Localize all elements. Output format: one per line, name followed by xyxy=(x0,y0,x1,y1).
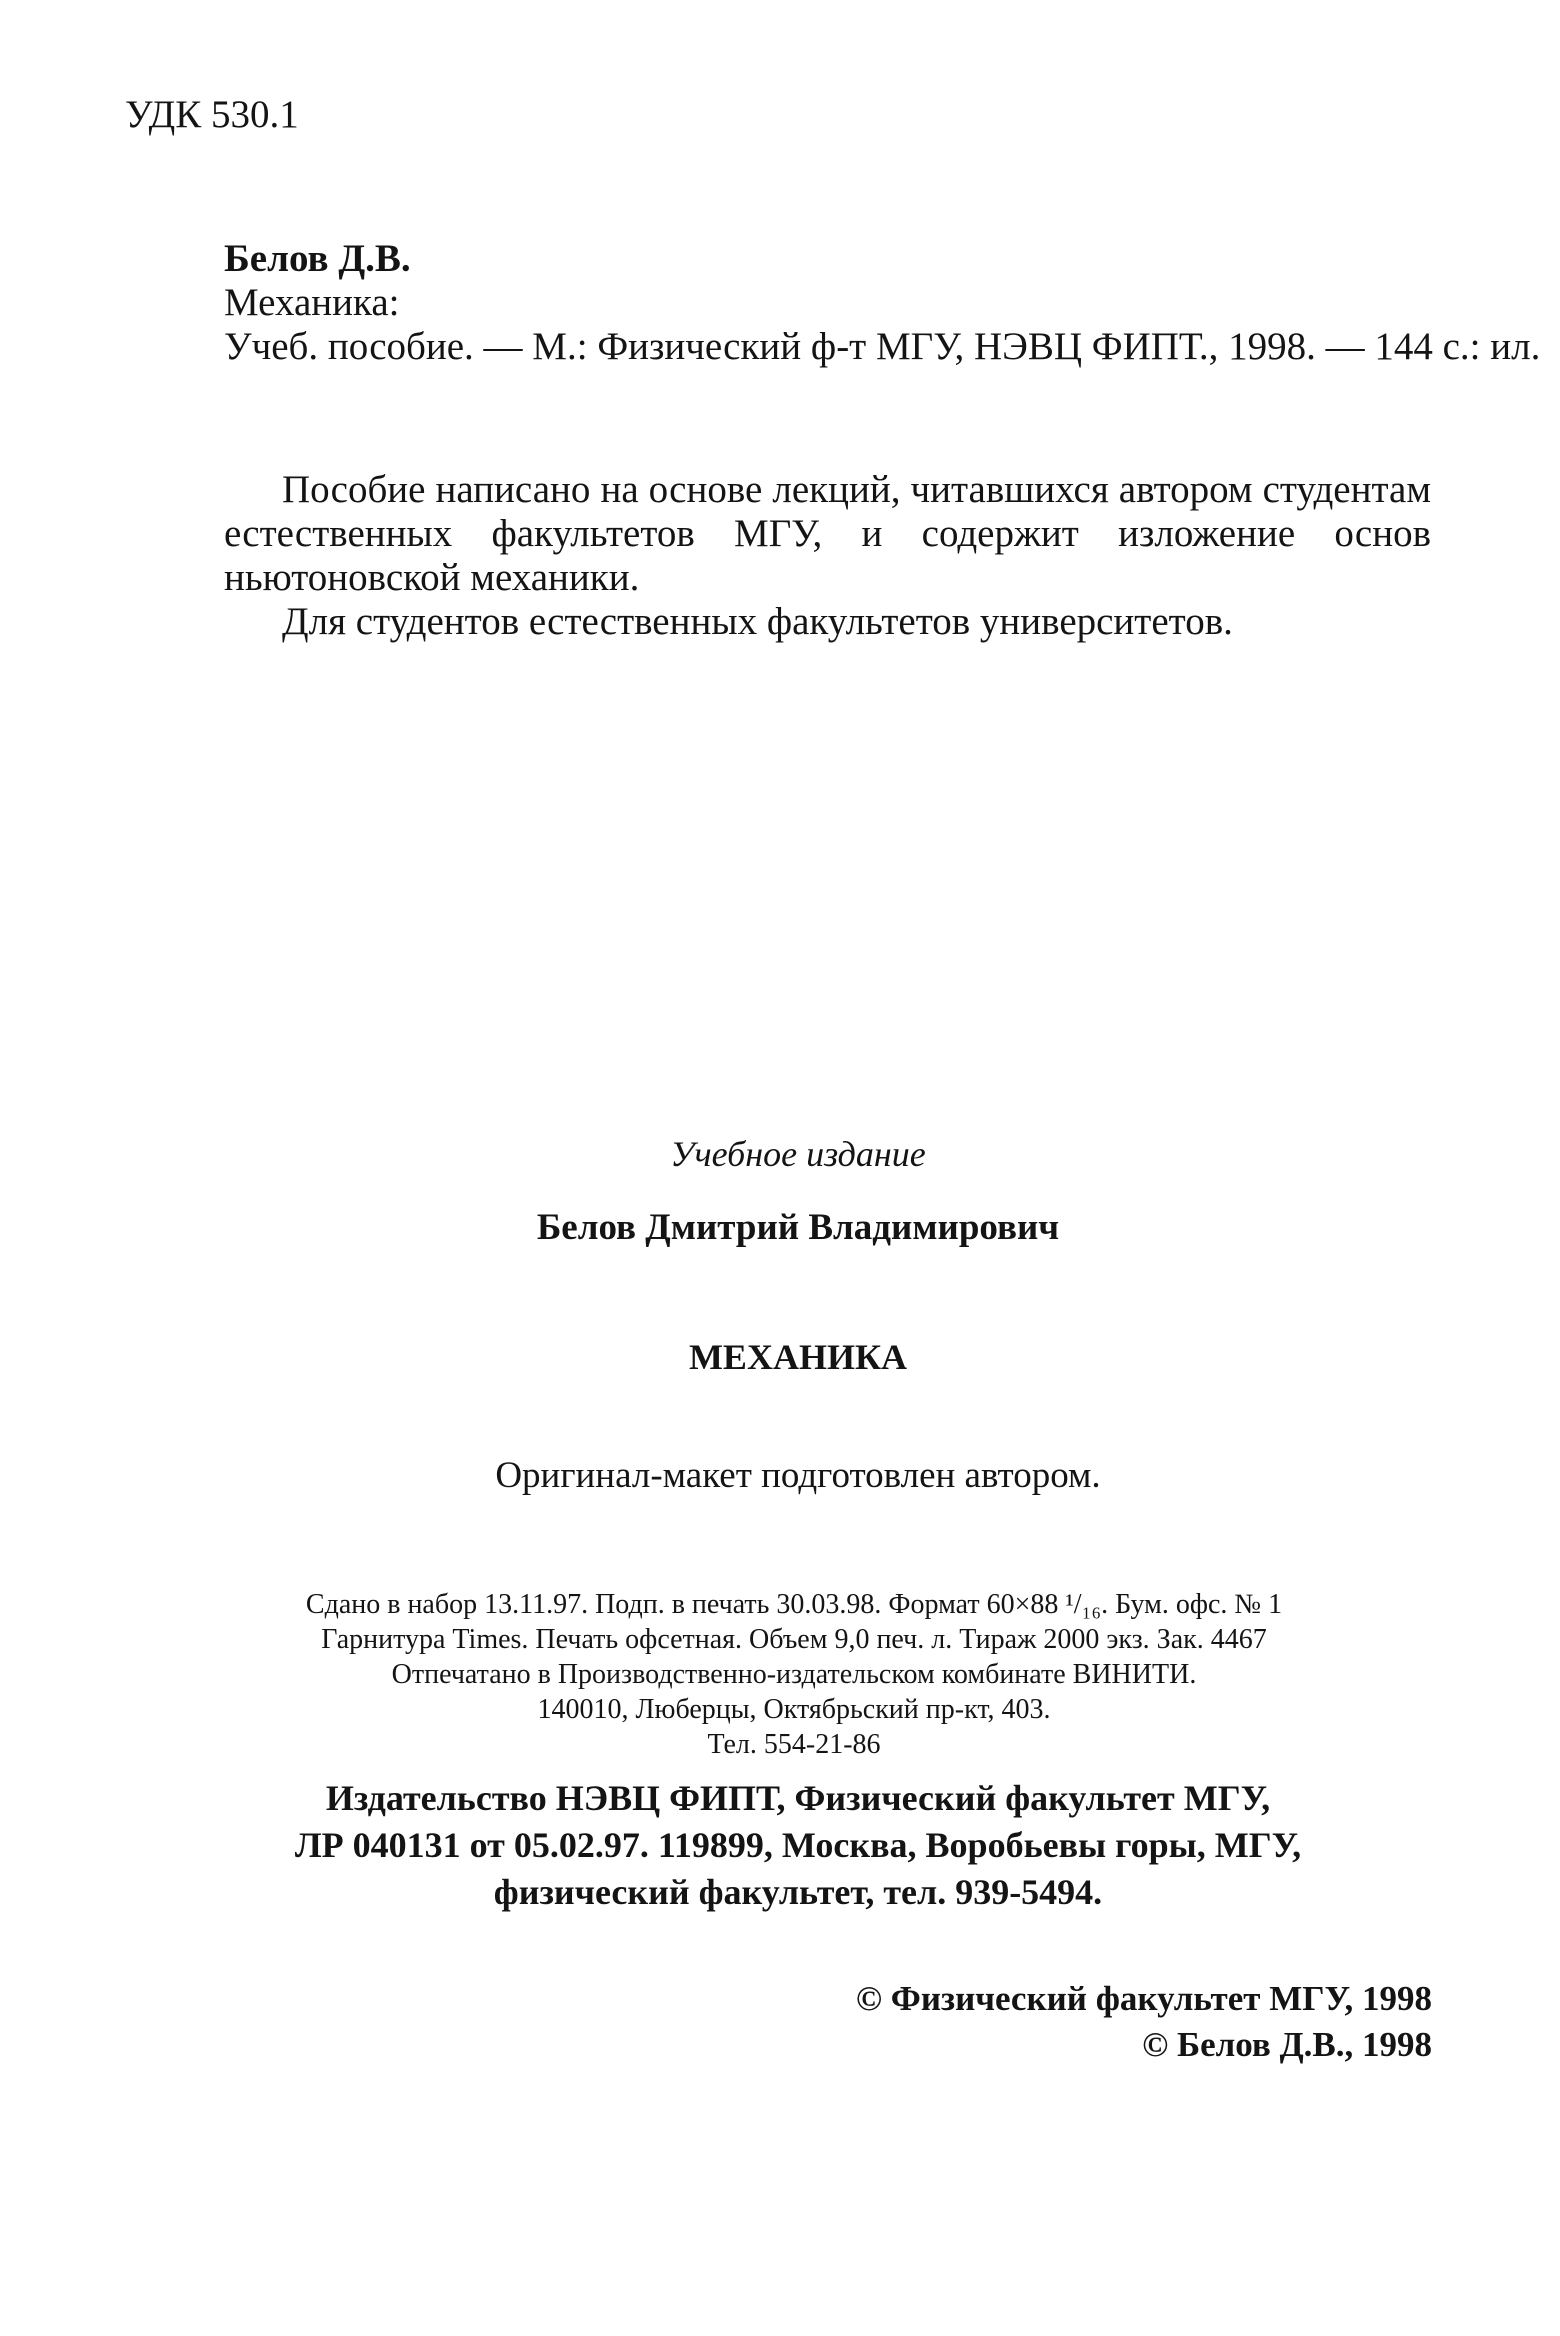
udk-code: УДК 530.1 xyxy=(125,93,299,136)
copyright-block xyxy=(856,1976,1432,2068)
abstract xyxy=(224,468,1431,644)
imprint-block xyxy=(0,1587,1560,1762)
publisher-line: Издательство НЭВЦ ФИПТ, Физический факультет МГУ, xyxy=(325,1778,1271,1818)
abstract-paragraph-2: Для студентов естественных факультетов университетов. xyxy=(282,600,1233,643)
publisher-block xyxy=(0,1775,1560,1916)
imprint-line: Гарнитура Times. Печать офсетная. Объем 9,0 печ. л. Тираж 2000 экз. Зак. 4467 xyxy=(321,1624,1267,1655)
imprint-line: 140010, Люберцы, Октябрьский пр-кт, 403. xyxy=(537,1694,1051,1725)
layout-note: Оригинал-макет подготовлен автором. xyxy=(495,1455,1101,1496)
abstract-paragraph-1: Пособие написано на основе лекций, читавшихся автором студентам естественных факультетов МГУ, и содержит изложение основ ньютоновской механики. xyxy=(224,468,1431,599)
bibliographic-reference xyxy=(224,237,1540,369)
book-title: МЕХАНИКА xyxy=(688,1337,908,1377)
copyright-line: © Физический факультет МГУ, 1998 xyxy=(855,1979,1432,2018)
reference-title: Механика: xyxy=(224,281,400,324)
reference-details: Учеб. пособие. — М.: Физический ф-т МГУ, НЭВЦ ФИПТ., 1998. — 144 с.: ил. xyxy=(224,325,1541,368)
publisher-line: ЛР 040131 от 05.02.97. 119899, Москва, Воробьевы горы, МГУ, xyxy=(294,1825,1302,1865)
copyright-line: © Белов Д.В., 1998 xyxy=(1142,2025,1432,2064)
author-full-name: Белов Дмитрий Владимирович xyxy=(536,1207,1060,1248)
reference-author: Белов Д.В. xyxy=(224,237,411,280)
publisher-line: физический факультет, тел. 939-5494. xyxy=(493,1872,1103,1912)
edition-type: Учебное издание xyxy=(670,1134,926,1174)
imprint-line: Сдано в набор 13.11.97. Подп. в печать 30.03.98. Формат 60×88 ¹/₁₆. Бум. офс. № 1 xyxy=(305,1589,1283,1620)
imprint-line: Отпечатано в Производственно-издательском комбинате ВИНИТИ. xyxy=(391,1659,1197,1690)
imprint-line: Тел. 554-21-86 xyxy=(707,1729,881,1760)
